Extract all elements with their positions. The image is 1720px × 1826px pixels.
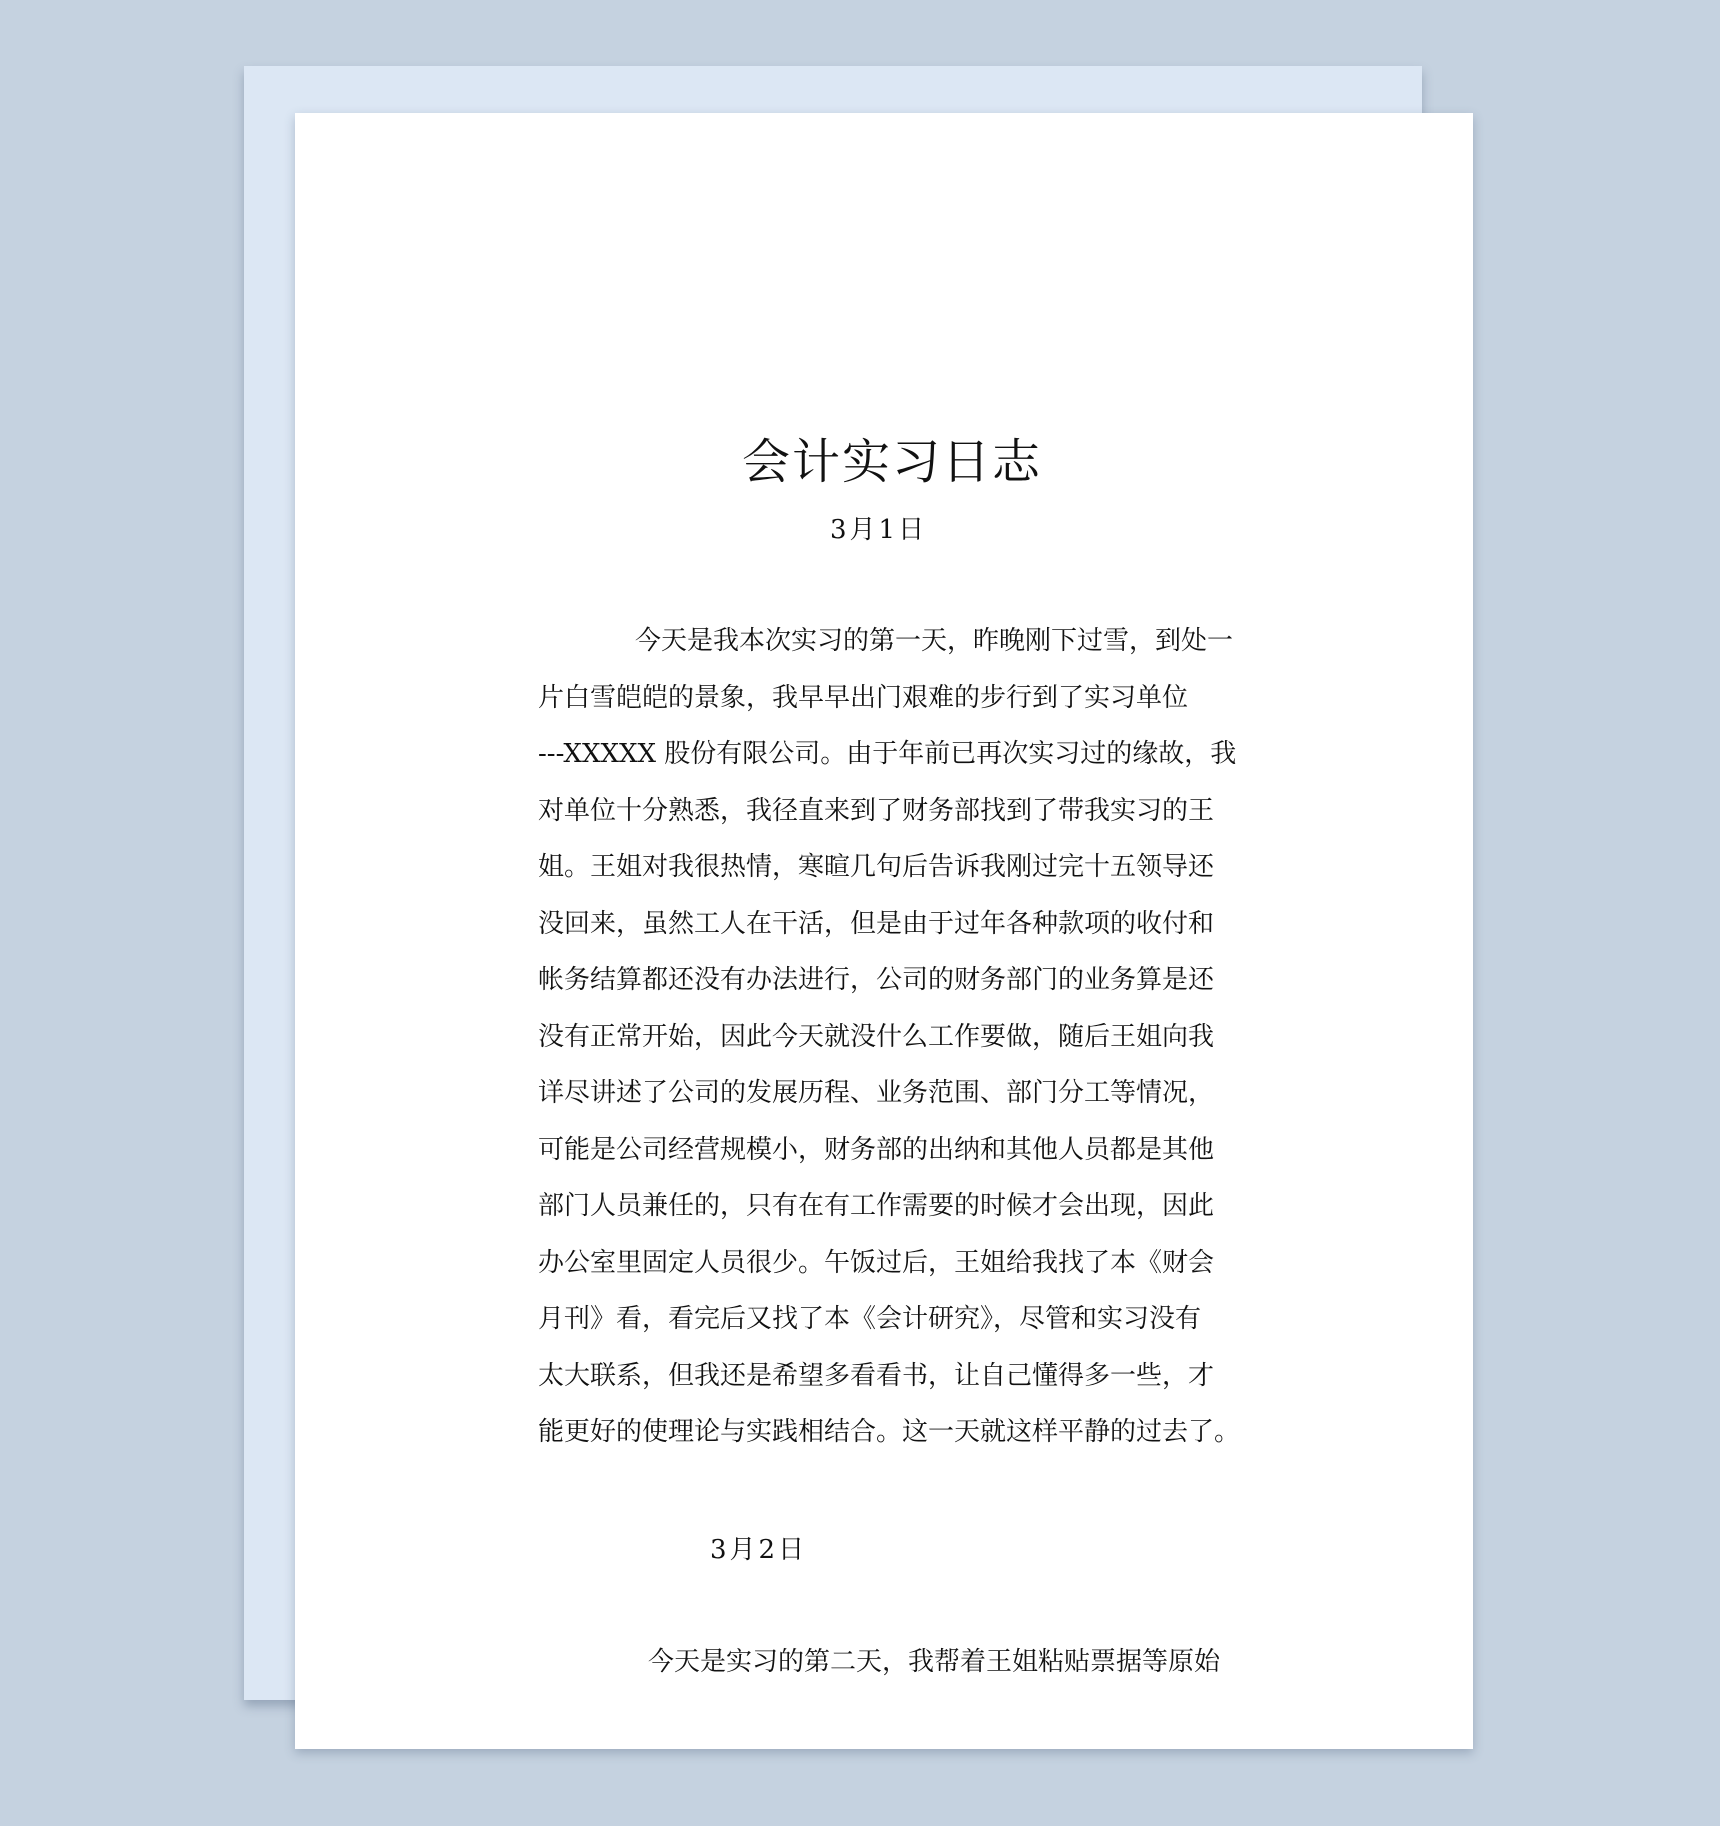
body-line: 太大联系，但我还是希望多看看书，让自己懂得多一些，才 bbox=[538, 1360, 1215, 1391]
entry-body-2-line: 今天是实习的第二天，我帮着王姐粘贴票据等原始 bbox=[648, 1647, 1221, 1677]
body-line: 部门人员兼任的，只有在有工作需要的时候才会出现，因此 bbox=[538, 1191, 1215, 1221]
body-line: 能更好的使理论与实践相结合。这一天就这样平静的过去了。 bbox=[538, 1417, 1241, 1447]
body-line: 没有正常开始，因此今天就没什么工作要做，随后王姐向我 bbox=[538, 1021, 1215, 1052]
body-line: 姐。王姐对我很热情，寒暄几句后告诉我刚过完十五领导还 bbox=[538, 852, 1215, 882]
body-line: ---XXXXX 股份有限公司。由于年前已再次实习过的缘故，我 bbox=[538, 739, 1237, 769]
body-line: 详尽讲述了公司的发展历程、业务范围、部门分工等情况， bbox=[538, 1078, 1215, 1108]
body-line: 没回来，虽然工人在干活，但是由于过年各种款项的收付和 bbox=[538, 908, 1215, 939]
body-line: 可能是公司经营规模小，财务部的出纳和其他人员都是其他 bbox=[538, 1134, 1215, 1165]
body-line: 月刊》看，看完后又找了本《会计研究》，尽管和实习没有 bbox=[538, 1304, 1202, 1334]
body-line: 片白雪皑皑的景象，我早早出门艰难的步行到了实习单位 bbox=[538, 682, 1189, 713]
document-page bbox=[295, 113, 1473, 1749]
document-title: 会计实习日志 bbox=[742, 434, 1043, 490]
body-line: 帐务结算都还没有办法进行，公司的财务部门的业务算是还 bbox=[538, 965, 1215, 995]
body-line: 办公室里固定人员很少。午饭过后，王姐给我找了本《财会 bbox=[538, 1247, 1215, 1278]
body-line: 今天是我本次实习的第一天，昨晚刚下过雪，到处一 bbox=[635, 626, 1234, 656]
body-line: 对单位十分熟悉，我径直来到了财务部找到了带我实习的王 bbox=[538, 795, 1215, 826]
entry-body-1 bbox=[538, 613, 1260, 1461]
entry-date-2: 3月2日 bbox=[710, 1535, 808, 1565]
entry-date-1: 3月1日 bbox=[830, 515, 928, 545]
